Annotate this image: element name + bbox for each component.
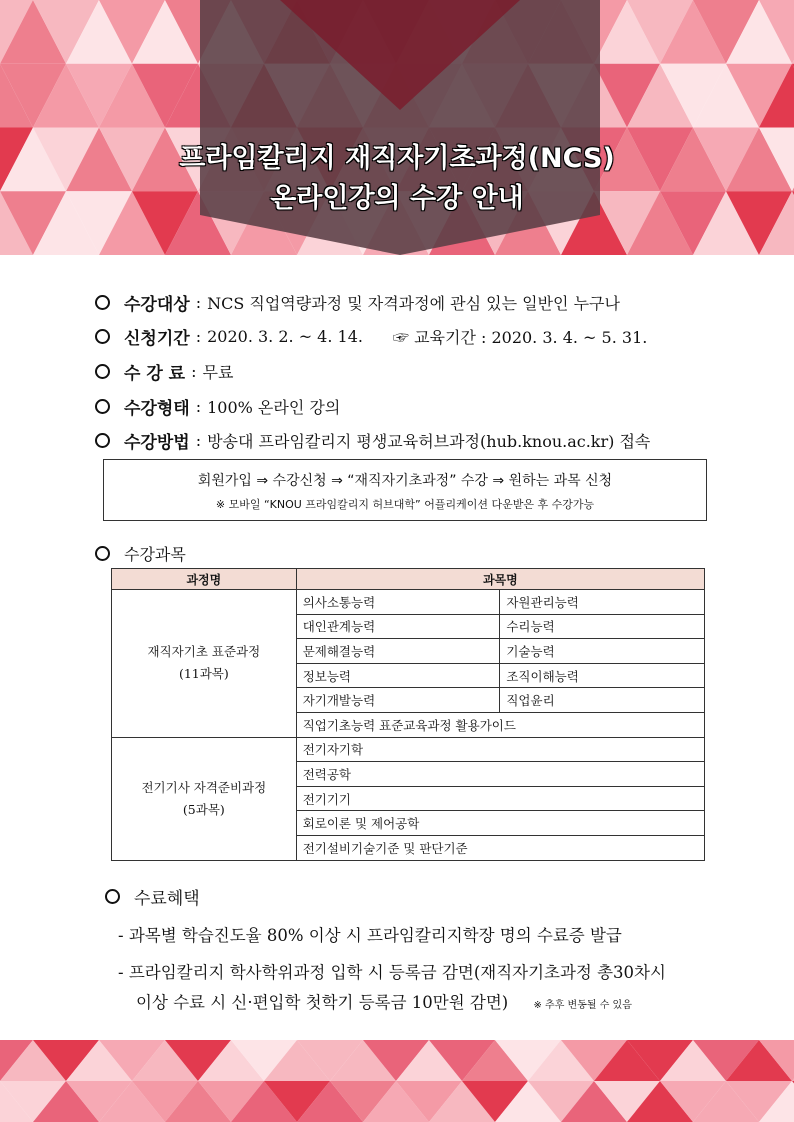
subject-cell: 문제해결능력 bbox=[296, 639, 500, 664]
footer-triangle-pattern bbox=[0, 1040, 794, 1122]
benefit-item-certificate: - 과목별 학습진도율 80% 이상 시 프라임칼리지학장 명의 수료증 발급 bbox=[118, 926, 622, 945]
info-value: NCS 직업역량과정 및 자격과정에 관심 있는 일반인 누구나 bbox=[207, 294, 620, 313]
subject-cell: 수리능력 bbox=[500, 614, 705, 639]
colon: : bbox=[195, 293, 202, 312]
info-label: 수강대상 bbox=[124, 295, 190, 315]
info-label: 수 강 료 bbox=[124, 364, 186, 384]
subject-cell: 전기기기 bbox=[296, 786, 704, 811]
page-title-line2: 온라인강의 수강 안내 bbox=[270, 183, 524, 214]
table-header-row bbox=[112, 569, 705, 590]
subject-cell: 전기자기학 bbox=[296, 737, 704, 762]
subject-cell: 회로이론 및 제어공학 bbox=[296, 811, 704, 836]
course-name: 재직자기초 표준과정 bbox=[147, 644, 261, 660]
info-label: 수강형태 bbox=[124, 399, 190, 419]
change-note: ※ 추후 변동될 수 있음 bbox=[533, 1000, 632, 1011]
benefit-item-tuition-cont bbox=[136, 989, 632, 1013]
courses-heading: 수강과목 bbox=[124, 545, 186, 564]
info-label: 수강방법 bbox=[124, 433, 190, 453]
circle-bullet-icon bbox=[95, 295, 110, 310]
benefits-heading-row bbox=[105, 884, 200, 909]
subject-cell: 전력공학 bbox=[296, 762, 704, 787]
enrollment-steps-box bbox=[103, 459, 707, 521]
table-row bbox=[112, 590, 705, 615]
header-triangle-pattern bbox=[0, 0, 794, 255]
subject-cell: 직업기초능력 표준교육과정 활용가이드 bbox=[296, 712, 704, 737]
courses-table bbox=[111, 568, 705, 861]
colon: : bbox=[191, 362, 197, 381]
subject-cell: 의사소통능력 bbox=[296, 590, 500, 615]
mobile-note: ※ 모바일 “KNOU 프라임칼리지 허브대학” 어플리케이션 다운받은 후 수강가능 bbox=[215, 498, 595, 511]
info-row-target bbox=[95, 290, 620, 315]
course-group-standard bbox=[112, 590, 297, 738]
education-period: ☞ 교육기간 : 2020. 3. 4. ~ 5. 31. bbox=[392, 328, 648, 347]
subject-cell: 대인관계능력 bbox=[296, 614, 500, 639]
info-row-format bbox=[95, 394, 340, 419]
colon: : bbox=[195, 431, 202, 450]
enrollment-steps: 회원가입 ⇒ 수강신청 ⇒ “재직자기초과정” 수강 ⇒ 원하는 과목 신청 bbox=[197, 473, 613, 489]
table-row bbox=[112, 737, 705, 762]
info-value: 방송대 프라임칼리지 평생교육허브과정(hub.knou.ac.kr) 접속 bbox=[207, 432, 651, 451]
subject-cell: 기술능력 bbox=[500, 639, 705, 664]
colon: : bbox=[195, 397, 202, 416]
benefit-item-tuition: - 프라임칼리지 학사학위과정 입학 시 등록금 감면(재직자기초과정 총30차시 bbox=[118, 963, 666, 982]
subject-cell: 자원관리능력 bbox=[500, 590, 705, 615]
course-count: (5과목) bbox=[182, 801, 225, 817]
course-group-electrical bbox=[112, 737, 297, 860]
info-row-method bbox=[95, 428, 650, 453]
info-row-fee bbox=[95, 359, 233, 384]
circle-bullet-icon bbox=[95, 399, 110, 414]
subject-cell: 자기개발능력 bbox=[296, 688, 500, 713]
circle-bullet-icon bbox=[105, 889, 120, 904]
info-value: 100% 온라인 강의 bbox=[207, 398, 341, 417]
circle-bullet-icon bbox=[95, 329, 110, 344]
info-value: 무료 bbox=[202, 363, 234, 382]
circle-bullet-icon bbox=[95, 364, 110, 379]
subject-cell: 정보능력 bbox=[296, 663, 500, 688]
circle-bullet-icon bbox=[95, 546, 110, 561]
col-subject-header: 과목명 bbox=[296, 569, 704, 590]
col-course-header: 과정명 bbox=[112, 569, 297, 590]
colon: : bbox=[195, 327, 202, 346]
info-value: 2020. 3. 2. ~ 4. 14. bbox=[207, 327, 363, 346]
subject-cell: 조직이해능력 bbox=[500, 663, 705, 688]
subject-cell: 전기설비기술기준 및 판단기준 bbox=[296, 835, 704, 860]
courses-heading-row bbox=[95, 542, 186, 565]
info-label: 신청기간 bbox=[124, 329, 190, 349]
course-count: (11과목) bbox=[178, 666, 229, 682]
benefit-text: 이상 수료 시 신·편입학 첫학기 등록금 10만원 감면) bbox=[136, 993, 509, 1012]
subject-cell: 직업윤리 bbox=[500, 688, 705, 713]
page-title-line1: 프라임칼리지 재직자기초과정(NCS) bbox=[179, 143, 615, 174]
course-name: 전기기사 자격준비과정 bbox=[141, 779, 267, 795]
info-row-period bbox=[95, 324, 647, 349]
benefits-heading: 수료혜택 bbox=[134, 889, 200, 909]
circle-bullet-icon bbox=[95, 433, 110, 448]
